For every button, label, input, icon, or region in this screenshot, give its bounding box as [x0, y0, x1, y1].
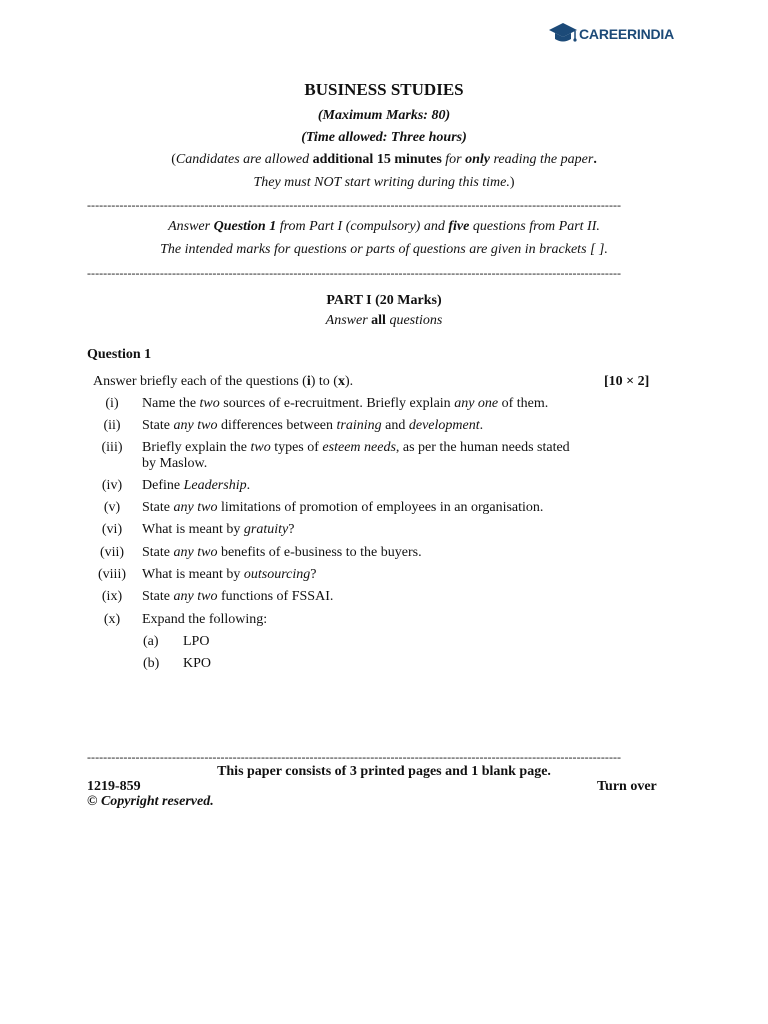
instr-text-3: questions from Part II.: [469, 219, 600, 234]
instructions-line-1: [0, 219, 768, 235]
item-text: State any two limitations of promotion of employees in an organisation.: [142, 500, 544, 515]
divider-bottom: ------------------------------------------------------------------------------------------------------------------------------------: [87, 751, 622, 763]
item-number: (ii): [103, 418, 121, 433]
part-sub-text-1: Answer: [325, 313, 372, 328]
item-number: (iv): [101, 478, 123, 493]
list-item: [87, 418, 607, 436]
time-allowed: (Time allowed: Three hours): [301, 130, 467, 145]
list-item: [87, 478, 607, 496]
list-item: [87, 396, 607, 414]
question-marks: [10 × 2]: [604, 374, 650, 389]
divider-top: ------------------------------------------------------------------------------------------------------------------------------------: [87, 199, 622, 211]
part-sub-text-2: questions: [385, 313, 443, 328]
item-text: Expand the following:: [142, 612, 268, 627]
intro-text-3: ).: [344, 374, 354, 389]
reading-note-line-2: [0, 175, 768, 191]
list-item: [87, 545, 607, 563]
item-number: (v): [103, 500, 121, 515]
intro-bold-i: i: [306, 374, 311, 389]
question-heading: Question 1: [87, 347, 152, 362]
sub-item-label: (a): [143, 634, 159, 649]
instr-bold-2: five: [448, 219, 470, 234]
item-number: (iii): [101, 440, 123, 455]
paper-title: BUSINESS STUDIES: [304, 80, 464, 99]
item-text: Define Leadership.: [142, 478, 251, 493]
logo-text: CAREERINDIA: [579, 26, 675, 42]
intro-text-2: ) to (: [310, 374, 338, 389]
item-text: Name the two sources of e-recruitment. Briefly explain any one of them.: [142, 396, 549, 411]
item-text: State any two functions of FSSAI.: [142, 589, 334, 604]
sub-item-text: KPO: [183, 656, 212, 671]
reading-text-3: reading the paper: [490, 152, 594, 167]
copyright: © Copyright reserved.: [87, 794, 214, 809]
reading-line-2-text: They must NOT start writing during this time.: [253, 175, 510, 190]
turn-over-label: Turn over: [597, 779, 657, 794]
part-heading: PART I (20 Marks): [326, 293, 442, 308]
item-text: What is meant by outsourcing?: [142, 567, 317, 582]
instr-text-2: from Part I (compulsory) and: [276, 219, 449, 234]
paren-open: (: [171, 152, 176, 167]
item-number: (ix): [101, 589, 123, 604]
list-item: [87, 589, 607, 607]
intro-text-1: Answer briefly each of the questions (: [93, 374, 307, 389]
item-text: Briefly explain the two types of esteem needs, as per the human needs stated by Maslow.: [142, 440, 570, 471]
list-item: [87, 522, 607, 540]
paper-code: 1219-859: [87, 779, 141, 794]
instr-bold-1: Question 1: [213, 219, 277, 234]
list-item: [87, 567, 607, 585]
maximum-marks: (Maximum Marks: 80): [317, 108, 451, 123]
item-text: State any two benefits of e-business to the buyers.: [142, 545, 422, 560]
list-item: [87, 440, 607, 474]
reading-bold-1: additional 15 minutes: [312, 152, 442, 167]
item-text: State any two differences between training and development.: [142, 418, 484, 433]
paren-close: ): [509, 175, 515, 190]
part-subheading: [0, 313, 768, 329]
item-number: (vii): [99, 545, 125, 560]
part-sub-bold: all: [371, 313, 386, 328]
item-number: (vi): [101, 522, 123, 537]
instr-text-1: Answer: [168, 219, 214, 234]
page-count-note: This paper consists of 3 printed pages and 1 blank page.: [217, 764, 551, 779]
reading-bold-2: only: [465, 152, 490, 167]
item-number: (i): [105, 396, 119, 411]
sub-item-text: LPO: [183, 634, 210, 649]
intro-bold-x: x: [337, 374, 345, 389]
item-number: (x): [103, 612, 121, 627]
item-text: What is meant by gratuity?: [142, 522, 295, 537]
reading-text-1: Candidates are allowed: [175, 152, 313, 167]
item-number: (viii): [98, 567, 126, 582]
reading-text-2: for: [441, 152, 466, 167]
graduation-cap-icon: [548, 21, 578, 47]
divider-middle: ------------------------------------------------------------------------------------------------------------------------------------: [87, 267, 622, 279]
list-item: [87, 612, 607, 630]
question-intro: [93, 374, 353, 390]
sub-item-label: (b): [143, 656, 160, 671]
careerindia-logo: [548, 21, 674, 47]
reading-period: .: [593, 152, 597, 167]
reading-note-line-1: [0, 152, 768, 168]
instructions-line-2: The intended marks for questions or parts of questions are given in brackets [ ].: [160, 242, 608, 257]
list-item: [87, 500, 607, 518]
